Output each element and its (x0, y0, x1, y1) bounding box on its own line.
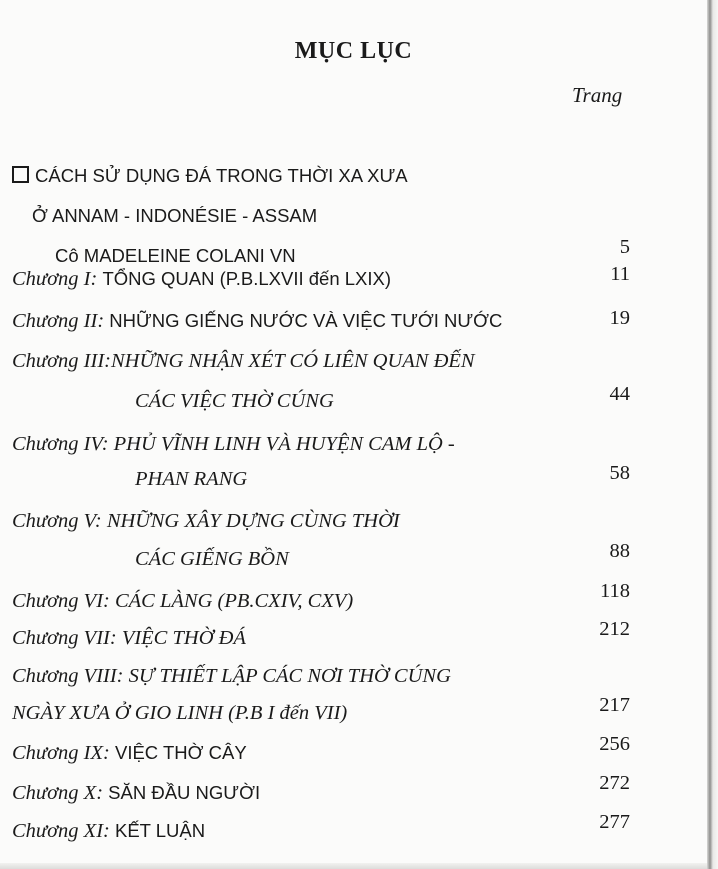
chapter-title-line1: PHỦ VĨNH LINH VÀ HUYỆN CAM LỘ - (113, 433, 455, 455)
chapter-title: VIỆC THỜ CÂY (114, 742, 247, 763)
chapter-title: CÁC LÀNG (PB.CXIV, CXV) (114, 590, 354, 612)
chapter-label: Chương X: (12, 782, 104, 804)
toc-entry-ch4 (12, 433, 455, 456)
chapter-title: NHỮNG GIẾNG NƯỚC VÀ VIỆC TƯỚI NƯỚC (109, 310, 503, 331)
toc-entry-ch3-line2: CÁC VIỆC THỜ CÚNG (135, 390, 334, 412)
toc-entry-ch6 (12, 590, 353, 613)
toc-page-ch9: 256 (599, 733, 630, 755)
toc-entry-ch5 (12, 510, 400, 533)
chapter-label: Chương VII: (12, 627, 117, 649)
toc-page-ch5: 88 (609, 540, 630, 562)
toc-page-ch7: 212 (599, 618, 630, 640)
chapter-label: Chương I: (12, 268, 98, 290)
chapter-title: TỔNG QUAN (P.B.LXVII đến LXIX) (102, 268, 392, 289)
page-title: MỤC LỤC (294, 38, 413, 64)
chapter-title-line1: NHỮNG NHẬN XÉT CÓ LIÊN QUAN ĐẾN (110, 350, 475, 372)
toc-page-ch2: 19 (609, 307, 630, 329)
page-column-label: Trang (572, 83, 623, 107)
chapter-label: Chương XI: (12, 820, 110, 842)
chapter-label: Chương VI: (12, 590, 110, 612)
chapter-label: Chương IX: (12, 742, 110, 764)
chapter-label: Chương VIII: (12, 665, 124, 687)
toc-entry-ch9 (12, 742, 247, 765)
toc-entry-ch3 (12, 350, 475, 373)
toc-page-ch1: 11 (610, 263, 630, 285)
toc-entry-ch11 (12, 820, 205, 843)
page-edge-shadow (707, 0, 718, 869)
toc-entry-ch8-line2: NGÀY XƯA Ở GIO LINH (P.B I đến VII) (12, 702, 348, 724)
toc-page-ch8: 217 (599, 694, 630, 716)
chapter-label: Chương V: (12, 510, 102, 532)
toc-entry-ch10 (12, 782, 260, 805)
chapter-title-line1: NHỮNG XÂY DỰNG CÙNG THỜI (106, 510, 400, 532)
checkbox-bullet-icon (12, 166, 29, 183)
toc-intro-page: 5 (619, 236, 630, 258)
toc-page-ch4: 58 (609, 462, 630, 484)
toc-page-ch10: 272 (599, 772, 630, 794)
toc-entry-ch1 (12, 268, 391, 291)
chapter-label: Chương III: (12, 350, 111, 372)
toc-intro-line1-text: CÁCH SỬ DỤNG ĐÁ TRONG THỜI XA XƯA (35, 165, 408, 186)
toc-intro-line3: Cô MADELEINE COLANI VN (55, 245, 296, 266)
chapter-label: Chương IV: (12, 433, 109, 455)
toc-entry-ch7 (12, 627, 246, 650)
toc-page-ch3: 44 (609, 383, 630, 405)
chapter-label: Chương II: (12, 310, 105, 332)
chapter-title: KẾT LUẬN (114, 820, 206, 841)
chapter-title: SĂN ĐẦU NGƯỜI (108, 782, 261, 803)
toc-intro-line1 (12, 165, 408, 187)
chapter-title-line1: SỰ THIẾT LẬP CÁC NƠI THỜ CÚNG (128, 665, 451, 687)
toc-page-ch6: 118 (600, 580, 630, 602)
toc-intro-line2: Ở ANNAM - INDONÉSIE - ASSAM (32, 205, 318, 226)
toc-entry-ch2 (12, 310, 502, 333)
chapter-title: VIỆC THỜ ĐÁ (121, 627, 246, 649)
toc-page-ch11: 277 (599, 811, 630, 833)
toc-entry-ch5-line2: CÁC GIẾNG BỒN (135, 548, 289, 570)
page-bottom-edge (0, 863, 707, 869)
toc-entry-ch8 (12, 665, 451, 688)
toc-entry-ch4-line2: PHAN RANG (135, 468, 248, 490)
